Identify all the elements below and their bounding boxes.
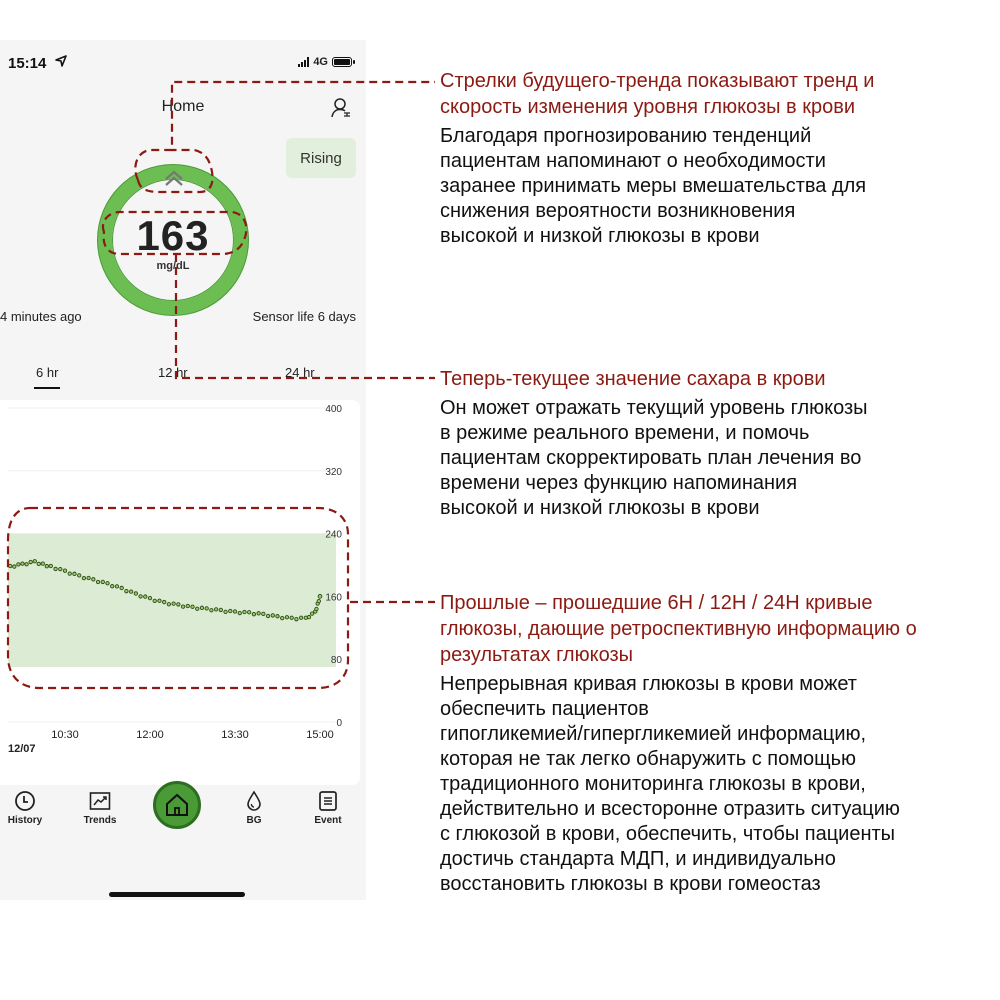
svg-text:12:00: 12:00 xyxy=(136,729,164,741)
tab-trends[interactable] xyxy=(72,790,128,826)
callout-text-line: результатах глюкозы xyxy=(440,644,634,666)
tab-event[interactable] xyxy=(300,790,356,826)
network-type: 4G xyxy=(313,56,328,68)
svg-text:320: 320 xyxy=(325,466,342,478)
callout-text-line: Стрелки будущего-тренда показывают тренд и xyxy=(440,70,875,92)
tab-trends-label: Trends xyxy=(83,815,117,826)
home-icon xyxy=(164,792,190,818)
glucose-unit: mg/dL xyxy=(156,260,190,272)
page-title: Home xyxy=(161,98,205,115)
callout-text-line: восстановить глюкозы в крови гомеостаз xyxy=(440,873,821,895)
drop-icon xyxy=(243,790,265,812)
status-time: 15:14 xyxy=(8,55,47,72)
trend-up-arrow-icon xyxy=(162,168,186,190)
status-indicators xyxy=(298,56,352,68)
svg-text:10:30: 10:30 xyxy=(51,729,79,741)
callout-text-line: действительно и всесторонне отразить ситуацию xyxy=(440,798,900,820)
bottom-tab-bar xyxy=(0,780,366,900)
tab-event-label: Event xyxy=(314,815,342,826)
callout-text-line: высокой и низкой глюкозы в крови xyxy=(440,225,760,247)
callout-text-line: гипогликемией/гипергликемией информацию, xyxy=(440,723,867,745)
tab-history-label: History xyxy=(7,815,43,826)
battery-icon xyxy=(332,57,352,67)
svg-text:240: 240 xyxy=(325,529,342,541)
svg-text:12/07: 12/07 xyxy=(8,743,36,755)
callout-text-line: Непрерывная кривая глюкозы в крови может xyxy=(440,673,857,695)
callout-text-line: с глюкозой в крови, обеспечить, чтобы пациенты xyxy=(440,823,896,845)
sensor-life: Sensor life 6 days xyxy=(252,309,356,324)
status-bar xyxy=(0,40,366,90)
document-icon xyxy=(317,790,339,812)
callout-history-body xyxy=(440,672,1000,897)
location-arrow-icon xyxy=(55,55,67,70)
callout-text-line: в режиме реального времени, и помочь xyxy=(440,422,810,444)
callout-text-line: Теперь-текущее значение сахара в крови xyxy=(440,368,826,390)
callout-current-title xyxy=(440,366,1000,392)
svg-text:0: 0 xyxy=(336,718,342,729)
range-tabs xyxy=(0,365,366,395)
tab-6hr[interactable]: 6 hr xyxy=(36,365,59,380)
trend-status-badge: Rising xyxy=(286,138,356,178)
glucose-chart xyxy=(0,400,360,785)
callout-trend-arrows xyxy=(440,68,1000,249)
callout-text-line: которая не так легко обнаружить с помощью xyxy=(440,748,856,770)
callout-text-line: традиционного мониторинга глюкозы в крови, xyxy=(440,773,866,795)
signal-icon xyxy=(298,57,309,67)
callout-text-line: времени через функцию напоминания xyxy=(440,472,798,494)
callout-text-line: снижения вероятности возникновения xyxy=(440,200,796,222)
clock-icon xyxy=(14,790,36,812)
trend-chart-icon xyxy=(89,790,111,812)
home-indicator[interactable] xyxy=(109,892,245,897)
tab-bg[interactable] xyxy=(226,790,282,826)
callout-current-value xyxy=(440,366,1000,521)
callout-text-line: достичь стандарта МДП, и индивидуально xyxy=(440,848,836,870)
profile-icon[interactable] xyxy=(330,97,352,119)
callout-text-line: пациентам напоминают о необходимости xyxy=(440,150,826,172)
callout-current-body xyxy=(440,396,1000,521)
svg-text:160: 160 xyxy=(325,592,342,604)
svg-text:13:30: 13:30 xyxy=(221,729,249,741)
tab-24hr[interactable]: 24 hr xyxy=(285,365,315,380)
callout-text-line: Прошлые – прошедшие 6H / 12H / 24H кривые xyxy=(440,592,873,614)
callout-history-title xyxy=(440,590,1000,668)
callout-text-line: заранее принимать меры вмешательства для xyxy=(440,175,867,197)
tab-12hr[interactable]: 12 hr xyxy=(158,365,188,380)
glucose-value: 163 xyxy=(136,212,210,259)
phone-screen xyxy=(0,40,366,900)
callout-text-line: обеспечить пациентов xyxy=(440,698,649,720)
callout-history-curves xyxy=(440,590,1000,897)
svg-text:400: 400 xyxy=(325,404,342,415)
glucose-chart-plot xyxy=(0,400,360,785)
callout-trend-title xyxy=(440,68,1000,120)
svg-text:80: 80 xyxy=(330,655,342,667)
callout-text-line: пациентам скорректировать план лечения во xyxy=(440,447,862,469)
tab-history[interactable] xyxy=(0,790,53,826)
last-updated: 4 minutes ago xyxy=(0,309,82,324)
callout-text-line: скорость изменения уровня глюкозы в крови xyxy=(440,96,856,118)
callout-text-line: Он может отражать текущий уровень глюкозы xyxy=(440,397,868,419)
callout-trend-body xyxy=(440,124,1000,249)
callout-text-line: высокой и низкой глюкозы в крови xyxy=(440,497,760,519)
svg-text:15:00: 15:00 xyxy=(306,729,334,741)
home-button[interactable] xyxy=(153,781,201,829)
tab-bg-label: BG xyxy=(246,815,262,826)
callout-text-line: глюкозы, дающие ретроспективную информацию о xyxy=(440,618,917,640)
callout-text-line: Благодаря прогнозированию тенденций xyxy=(440,125,812,147)
